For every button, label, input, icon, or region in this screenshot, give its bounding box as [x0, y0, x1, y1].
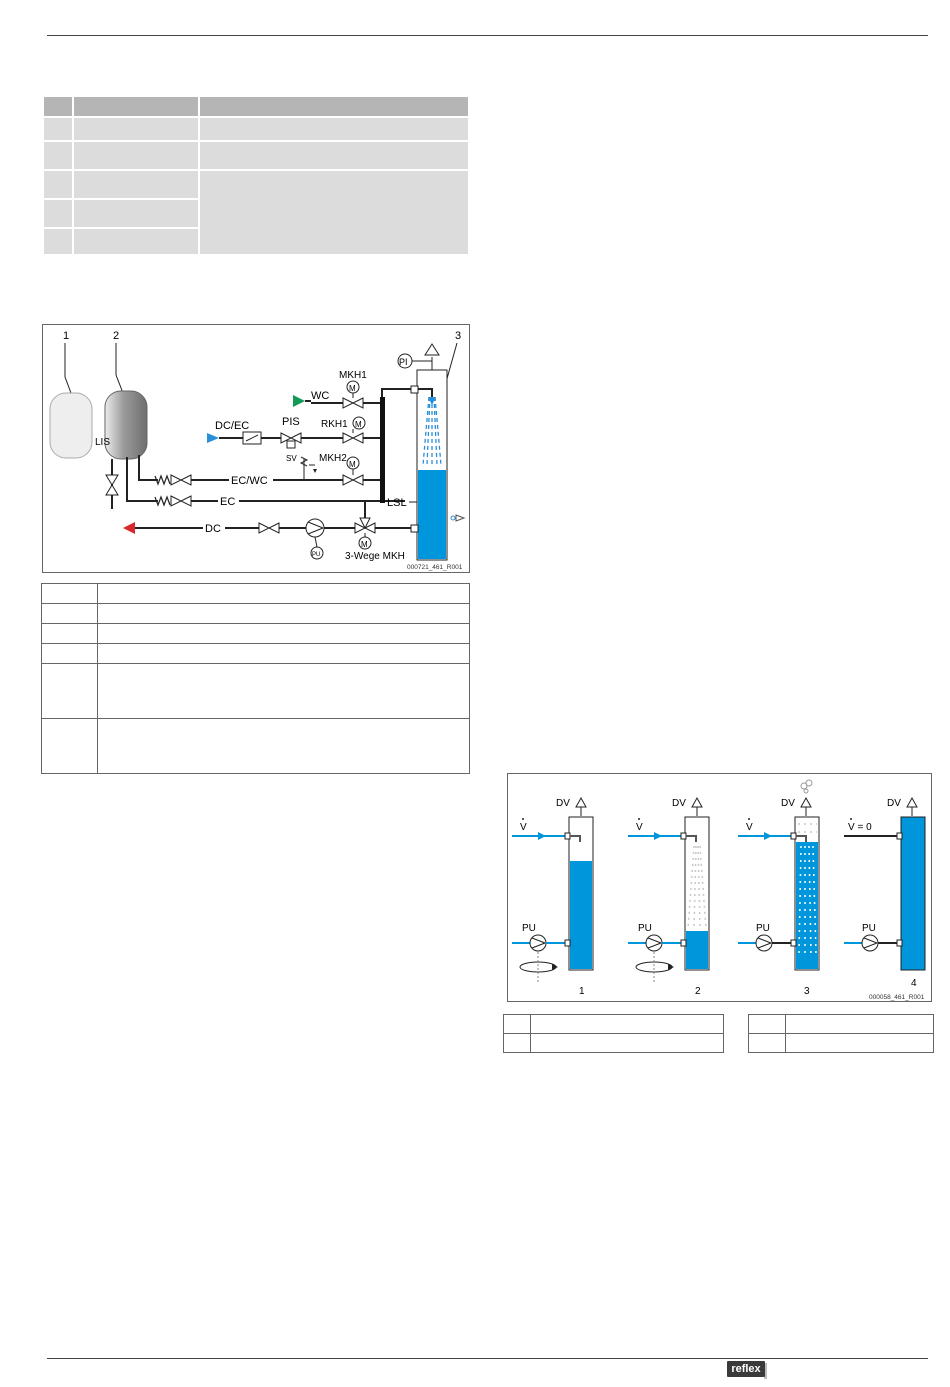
legend-cell	[42, 719, 98, 774]
label-mkh2: MKH2	[319, 453, 347, 464]
panel-1-dv: DV	[556, 798, 570, 809]
grey-table-cell	[43, 170, 73, 199]
figure2-legend-right	[748, 1014, 934, 1053]
grey-table-cell	[199, 170, 469, 255]
motor-mkh2: M	[349, 460, 356, 469]
panel-2-pu: PU	[638, 923, 652, 934]
motor-mkh1: M	[349, 384, 356, 393]
panel-3-dv: DV	[781, 798, 795, 809]
label-dc: DC	[205, 523, 221, 535]
panel-2	[628, 798, 709, 997]
panel-4-v: V = 0	[848, 822, 872, 833]
label-lsl: LSL	[387, 497, 407, 509]
panel-2-number: 2	[695, 986, 701, 997]
grey-table-cell	[43, 141, 73, 170]
legend-cell	[504, 1015, 531, 1034]
footer-rule	[47, 1358, 928, 1359]
degassing-cycle	[508, 774, 931, 1001]
legend-cell	[749, 1034, 786, 1053]
callout-3: 3	[455, 330, 462, 342]
panel-1-v: V	[520, 822, 527, 833]
label-3-wege-mkh: 3-Wege MKH	[345, 551, 405, 562]
vessel-1	[50, 393, 92, 458]
vent-icon	[425, 344, 439, 355]
legend-cell	[42, 644, 98, 664]
legend-cell	[531, 1015, 724, 1034]
legend-cell	[504, 1034, 531, 1053]
label-rkh1: RKH1	[321, 419, 348, 430]
panel-3-number: 3	[804, 986, 810, 997]
tank-water	[418, 470, 446, 559]
grey-table-cell	[43, 117, 73, 141]
callout-1: 1	[63, 330, 70, 342]
grey-table-cell	[73, 117, 199, 141]
grey-table-header-cell	[43, 96, 73, 117]
legend-cell	[42, 624, 98, 644]
motor-rkh1: M	[355, 420, 362, 429]
legend-cell	[42, 584, 98, 604]
system-schematic-figure	[42, 324, 470, 573]
wc-inlet-arrow	[293, 395, 305, 407]
callout-2: 2	[113, 330, 120, 342]
label-pis: PIS	[282, 416, 300, 428]
legend-cell	[98, 644, 470, 664]
panel-4-number: 4	[911, 978, 917, 989]
system-schematic	[43, 325, 469, 572]
label-pi: PI	[399, 357, 408, 367]
label-lis: LIS	[95, 437, 111, 448]
panel-4	[844, 798, 925, 989]
vessel-2	[105, 391, 147, 459]
panel-1	[512, 798, 593, 997]
label-dc-ec: DC/EC	[215, 420, 250, 432]
reflex-logo: reflex	[727, 1361, 765, 1377]
legend-cell	[98, 664, 470, 719]
legend-cell	[98, 719, 470, 774]
label-pu: PU	[312, 552, 321, 558]
grey-table-cell	[43, 228, 73, 255]
label-wc: WC	[311, 390, 330, 402]
grey-table-header-cell	[199, 96, 469, 117]
panel-2-v: V	[636, 822, 643, 833]
panel-3-pu: PU	[756, 923, 770, 934]
dc-ec-inlet-arrow	[207, 433, 219, 443]
label-mkh1: MKH1	[339, 370, 367, 381]
figure1-legend-table	[41, 583, 470, 774]
header-rule	[47, 35, 928, 36]
grey-table	[42, 95, 470, 256]
legend-cell	[531, 1034, 724, 1053]
grey-table-cell	[73, 141, 199, 170]
figure1-code: 000721_461_R001	[407, 564, 463, 571]
degassing-cycle-figure	[507, 773, 932, 1002]
legend-cell	[98, 624, 470, 644]
legend-cell	[749, 1015, 786, 1034]
grey-table-cell	[43, 199, 73, 228]
distribution-header	[380, 397, 385, 503]
grey-table-cell	[73, 199, 199, 228]
panel-1-number: 1	[579, 986, 585, 997]
panel-2-dv: DV	[672, 798, 686, 809]
panel-3	[738, 780, 819, 997]
label-sv: SV	[286, 454, 297, 463]
label-ec-wc: EC/WC	[231, 475, 268, 487]
figure2-legend-left	[503, 1014, 724, 1053]
legend-cell	[98, 604, 470, 624]
grey-table-cell	[199, 141, 469, 170]
label-ec: EC	[220, 496, 236, 508]
legend-cell	[42, 604, 98, 624]
legend-cell	[42, 664, 98, 719]
panel-3-v: V	[746, 822, 753, 833]
grey-table-cell	[73, 170, 199, 199]
legend-cell	[786, 1015, 934, 1034]
dc-outlet-arrow	[123, 522, 135, 534]
pump-icon	[306, 519, 324, 537]
figure2-code: 000058_461_R001	[869, 994, 925, 1001]
panel-4-pu: PU	[862, 923, 876, 934]
grey-table-header-cell	[73, 96, 199, 117]
panel-1-pu: PU	[522, 923, 536, 934]
grey-table-cell	[199, 117, 469, 141]
legend-cell	[98, 584, 470, 604]
legend-cell	[786, 1034, 934, 1053]
grey-table-cell	[73, 228, 199, 255]
motor-3way: M	[361, 540, 368, 549]
panel-4-dv: DV	[887, 798, 901, 809]
